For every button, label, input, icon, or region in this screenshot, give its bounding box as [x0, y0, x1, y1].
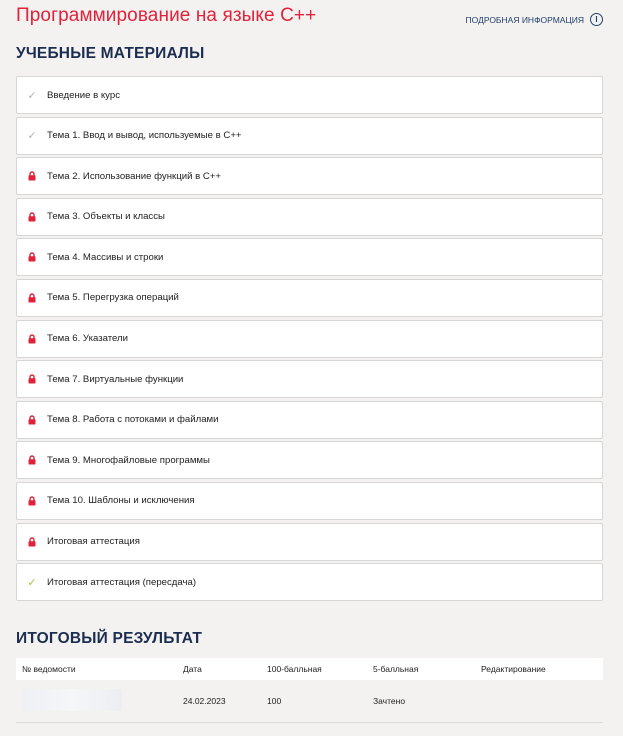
info-icon[interactable]: I: [590, 13, 603, 26]
material-item[interactable]: [16, 401, 603, 439]
material-label: Тема 4. Массивы и строки: [47, 251, 164, 263]
date-cell: 24.02.2023: [177, 680, 261, 723]
column-header-sheet-no: № ведомости: [16, 658, 177, 680]
sheet-no-cell: [16, 680, 177, 723]
material-label: Тема 6. Указатели: [47, 333, 129, 345]
results-section-title: ИТОГОВЫЙ РЕЗУЛЬТАТ: [16, 630, 203, 647]
results-header-row: [16, 658, 603, 680]
material-label: Тема 5. Перегрузка операций: [47, 292, 179, 304]
check-icon: ✓: [27, 130, 37, 143]
lock-icon: [17, 171, 47, 181]
material-item[interactable]: [16, 238, 603, 276]
materials-section-title: УЧЕБНЫЕ МАТЕРИАЛЫ: [16, 45, 205, 62]
material-item[interactable]: [16, 157, 603, 195]
column-header-score100: 100-балльная: [261, 658, 367, 680]
course-title: Программирование на языке С++: [16, 5, 317, 26]
material-label: Тема 1. Ввод и вывод, используемые в С++: [47, 130, 242, 142]
table-row: [16, 680, 603, 723]
material-item[interactable]: [16, 523, 603, 561]
column-header-date: Дата: [177, 658, 261, 680]
material-label: Тема 7. Виртуальные функции: [47, 373, 184, 385]
score100-cell: 100: [261, 680, 367, 723]
check-icon: ✓: [27, 576, 37, 589]
material-item[interactable]: [16, 320, 603, 358]
material-label: Тема 10. Шаблоны и исключения: [47, 495, 195, 507]
redacted-sheet-no: [22, 689, 122, 711]
material-label: Итоговая аттестация (пересдача): [47, 576, 197, 588]
lock-icon: [17, 455, 47, 465]
materials-list: [16, 76, 603, 604]
material-item[interactable]: [16, 117, 603, 155]
score5-cell: Зачтено: [367, 680, 475, 723]
material-item[interactable]: [16, 279, 603, 317]
material-item[interactable]: [16, 360, 603, 398]
results-table: [16, 658, 603, 723]
material-label: Итоговая аттестация: [47, 536, 140, 548]
column-header-score5: 5-балльная: [367, 658, 475, 680]
column-header-edit: Редактирование: [475, 658, 603, 680]
material-item[interactable]: [16, 76, 603, 114]
material-item[interactable]: [16, 441, 603, 479]
lock-icon: [17, 212, 47, 222]
lock-icon: [17, 293, 47, 303]
lock-icon: [17, 537, 47, 547]
check-icon: ✓: [27, 89, 37, 102]
lock-icon: [17, 334, 47, 344]
detailed-info-label: ПОДРОБНАЯ ИНФОРМАЦИЯ: [465, 14, 584, 25]
lock-icon: [17, 415, 47, 425]
material-label: Тема 2. Использование функций в С++: [47, 170, 221, 182]
edit-cell: [475, 680, 603, 723]
material-item[interactable]: [16, 563, 603, 601]
material-label: Тема 9. Многофайловые программы: [47, 454, 210, 466]
lock-icon: [17, 374, 47, 384]
material-item[interactable]: [16, 482, 603, 520]
lock-icon: [17, 496, 47, 506]
material-label: Тема 3. Объекты и классы: [47, 211, 165, 223]
page-header: [16, 5, 603, 31]
material-item[interactable]: [16, 198, 603, 236]
material-label: Введение в курс: [47, 89, 120, 101]
detailed-info-link[interactable]: [466, 13, 603, 26]
material-label: Тема 8. Работа с потоками и файлами: [47, 414, 219, 426]
lock-icon: [17, 252, 47, 262]
